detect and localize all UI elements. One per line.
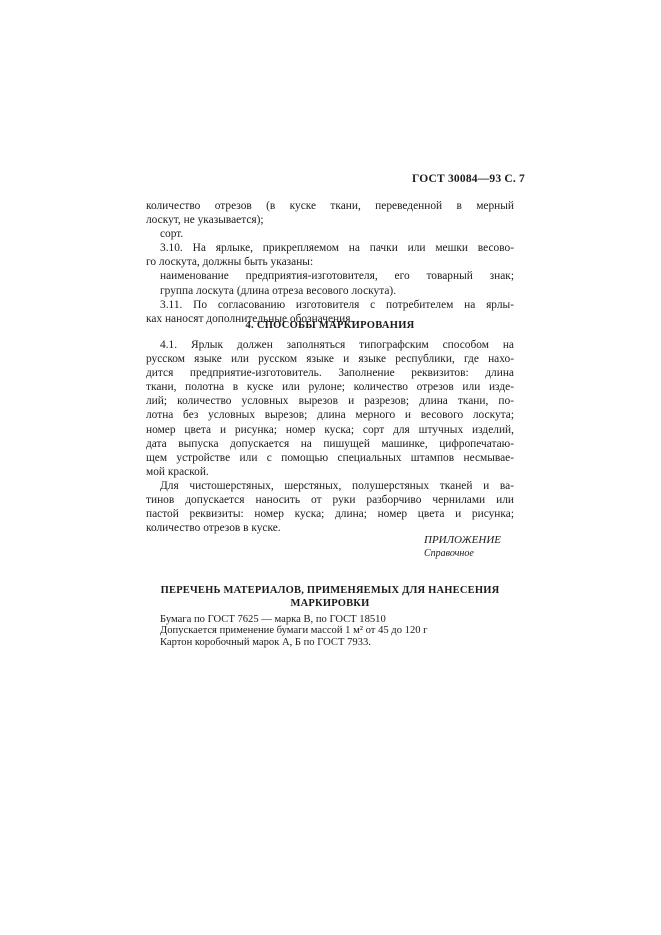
text-line: го лоскута, должны быть указаны: xyxy=(146,256,314,269)
text-line: пастой реквизиты: номер куска; длина; номер цвета и рисунка; xyxy=(146,508,514,521)
text-line: ткани, полотна в куске или рулоне; количество отрезов или изде- xyxy=(146,381,514,394)
materials-list-title-line: МАРКИРОВКИ xyxy=(290,598,370,609)
text-line: количество отрезов (в куске ткани, переведенной в мерный xyxy=(146,200,514,212)
appendix-label xyxy=(424,533,501,561)
text-line: дится предприятие-изготовитель. Заполнение реквизитов: длина xyxy=(146,367,514,380)
text-line: 3.11. По согласованию изготовителя с потребителем на ярлы- xyxy=(160,298,514,311)
text-line: 4.1. Ярлык должен заполняться типографским способом на xyxy=(160,339,514,351)
text-line: сорт. xyxy=(160,228,184,241)
text-line: лоскут, не указывается); xyxy=(146,214,264,227)
text-line: дата выпуска допускается на пишущей машинке, цифропечатаю- xyxy=(146,437,514,450)
text-line: русском языке или русском языке и языке республики, где нахо- xyxy=(146,353,514,366)
text-line: ках наносят дополнительные обозначения. xyxy=(146,312,354,325)
text-line: Для чистошерстяных, шерстяных, полушерстяных тканей и ва- xyxy=(160,479,514,492)
list-item: Бумага по ГОСТ 7625 — марка В, по ГОСТ 18510 xyxy=(160,614,386,625)
text-line: номер цвета и рисунка; номер куска; сорт для штучных изделий, xyxy=(146,423,514,436)
text-line: группа лоскута (длина отреза весового лоскута). xyxy=(160,284,397,297)
materials-list-title-line: ПЕРЕЧЕНЬ МАТЕРИАЛОВ, ПРИМЕНЯЕМЫХ ДЛЯ НАНЕСЕНИЯ xyxy=(160,585,500,596)
text-line: мой краской. xyxy=(146,465,209,478)
page-header: ГОСТ 30084—93 С. 7 xyxy=(412,173,525,185)
text-line: количество отрезов в куске. xyxy=(146,522,281,535)
text-line: наименование предприятия-изготовителя, его товарный знак; xyxy=(160,270,514,283)
text-line: лий; количество условных вырезов и разрезов; длина ткани, по- xyxy=(146,395,514,408)
section-text-block xyxy=(146,338,514,535)
appendix-subtitle: Справочное xyxy=(424,548,474,559)
text-line: лотна без условных вырезов; длина мерного и весового лоскута; xyxy=(146,409,514,422)
materials-list-title xyxy=(160,584,500,610)
text-line: 3.10. На ярлыке, прикрепляемом на пачки или мешки весово- xyxy=(160,242,514,255)
list-item: Картон коробочный марок А, Б по ГОСТ 7933. xyxy=(160,636,371,648)
top-text-block xyxy=(146,199,514,326)
list-item: Допускается применение бумаги массой 1 м² от 45 до 120 г xyxy=(160,625,428,637)
text-line: щем устройстве или с помощью специальных штампов несмывае- xyxy=(146,451,514,464)
section-title: 4. СПОСОБЫ МАРКИРОВАНИЯ xyxy=(245,320,415,331)
text-line: тинов допускается наносить от руки разборчиво чернилами или xyxy=(146,494,514,507)
materials-list xyxy=(160,614,428,648)
appendix-title: ПРИЛОЖЕНИЕ xyxy=(424,534,501,546)
